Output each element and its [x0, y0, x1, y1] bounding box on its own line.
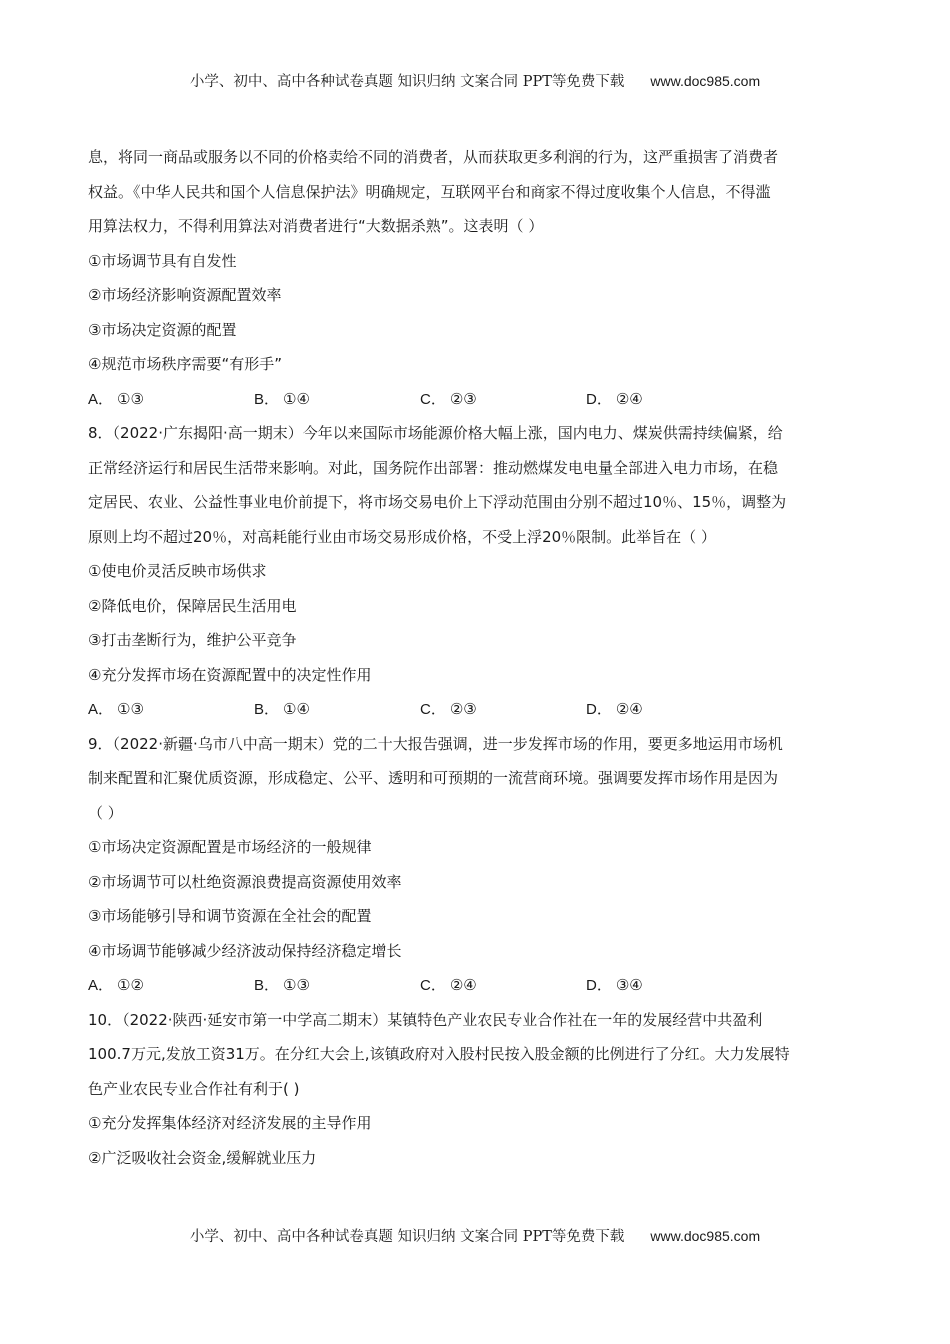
statement-item: ①市场调节具有自发性	[88, 251, 237, 270]
question-text-line: 9．（2022·新疆·乌市八中高一期末）党的二十大报告强调，进一步发挥市场的作用，要更多地运用市场机	[88, 734, 783, 753]
option-b: B． ①④	[254, 700, 310, 718]
option-a: A． ①③	[88, 700, 144, 718]
option-c: C． ②③	[420, 700, 477, 718]
footer-text: 小学、初中、高中各种试卷真题 知识归纳 文案合同 PPT等免费下载	[189, 1229, 625, 1245]
question-text-line: （ ）	[88, 803, 123, 822]
question-text-line: 定居民、农业、公益性事业电价前提下，将市场交易电价上下浮动范围由分别不超过10％、15％，调整为	[88, 493, 787, 511]
question-text-line: 制来配置和汇聚优质资源，形成稳定、公平、透明和可预期的一流营商环境。强调要发挥市场作用是因为	[88, 769, 779, 787]
question-text-line: 100.7万元,发放工资31万。在分红大会上,该镇政府对入股村民按入股金额的比例进行了分红。大力发展特	[88, 1045, 790, 1063]
header-text: 小学、初中、高中各种试卷真题 知识归纳 文案合同 PPT等免费下载	[189, 74, 625, 90]
question-text-line: 权益。《中华人民共和国个人信息保护法》明确规定，互联网平台和商家不得过度收集个人信息，不得滥	[88, 182, 771, 201]
statement-item: ③市场能够引导和调节资源在全社会的配置	[88, 907, 372, 925]
statement-item: ④规范市场秩序需要“有形手”	[88, 355, 282, 373]
statement-item: ④充分发挥市场在资源配置中的决定性作用	[88, 665, 372, 684]
statement-item: ②降低电价，保障居民生活用电	[88, 596, 297, 615]
question-text-line: 10．（2022·陕西·延安市第一中学高二期末）某镇特色产业农民专业合作社在一年的发展经营中共盈利	[88, 1010, 763, 1029]
footer-site[interactable]: www.doc985.com	[650, 1228, 761, 1244]
option-d: D． ③④	[586, 976, 643, 994]
statement-item: ②广泛吸收社会资金,缓解就业压力	[88, 1148, 317, 1167]
question-text-line: 原则上均不超过20％，对高耗能行业由市场交易形成价格，不受上浮20％限制。此举旨在（ ）	[88, 527, 716, 546]
question-text-line: 色产业农民专业合作社有利于( )	[88, 1079, 300, 1098]
statement-item: ②市场经济影响资源配置效率	[88, 286, 282, 304]
question-text-line: 息，将同一商品或服务以不同的价格卖给不同的消费者，从而获取更多利润的行为，这严重损害了消费者	[88, 148, 779, 166]
option-d: D． ②④	[586, 389, 643, 408]
statement-item: ③市场决定资源的配置	[88, 320, 237, 339]
statement-item: ①市场决定资源配置是市场经济的一般规律	[88, 838, 372, 856]
statement-item: ②市场调节可以杜绝资源浪费提高资源使用效率	[88, 872, 402, 891]
question-text-line: 正常经济运行和居民生活带来影响。对此，国务院作出部署：推动燃煤发电电量全部进入电力市场，在稳	[88, 458, 779, 477]
option-b: B． ①③	[254, 976, 310, 994]
statement-item: ①使电价灵活反映市场供求	[88, 562, 267, 580]
statement-item: ③打击垄断行为，维护公平竞争	[88, 631, 297, 649]
option-c: C． ②③	[420, 389, 477, 408]
header-site[interactable]: www.doc985.com	[650, 73, 761, 89]
question-text-line: 8．（2022·广东揭阳·高一期末）今年以来国际市场能源价格大幅上涨，国内电力、煤炭供需持续偏紧，给	[88, 424, 783, 442]
option-b: B． ①④	[254, 389, 310, 408]
answer-options	[88, 968, 868, 1003]
option-c: C． ②④	[420, 976, 477, 994]
option-d: D． ②④	[586, 700, 643, 718]
answer-options	[88, 382, 868, 417]
question-text-line: 用算法权力，不得利用算法对消费者进行“大数据杀熟”。这表明（ ）	[88, 217, 544, 235]
statement-item: ①充分发挥集体经济对经济发展的主导作用	[88, 1114, 372, 1132]
page-header	[0, 70, 950, 91]
statement-item: ④市场调节能够减少经济波动保持经济稳定增长	[88, 941, 402, 960]
option-a: A． ①③	[88, 389, 144, 408]
answer-options	[88, 692, 868, 727]
option-a: A． ①②	[88, 976, 144, 994]
page-footer	[0, 1225, 950, 1246]
question-content	[88, 140, 868, 1175]
